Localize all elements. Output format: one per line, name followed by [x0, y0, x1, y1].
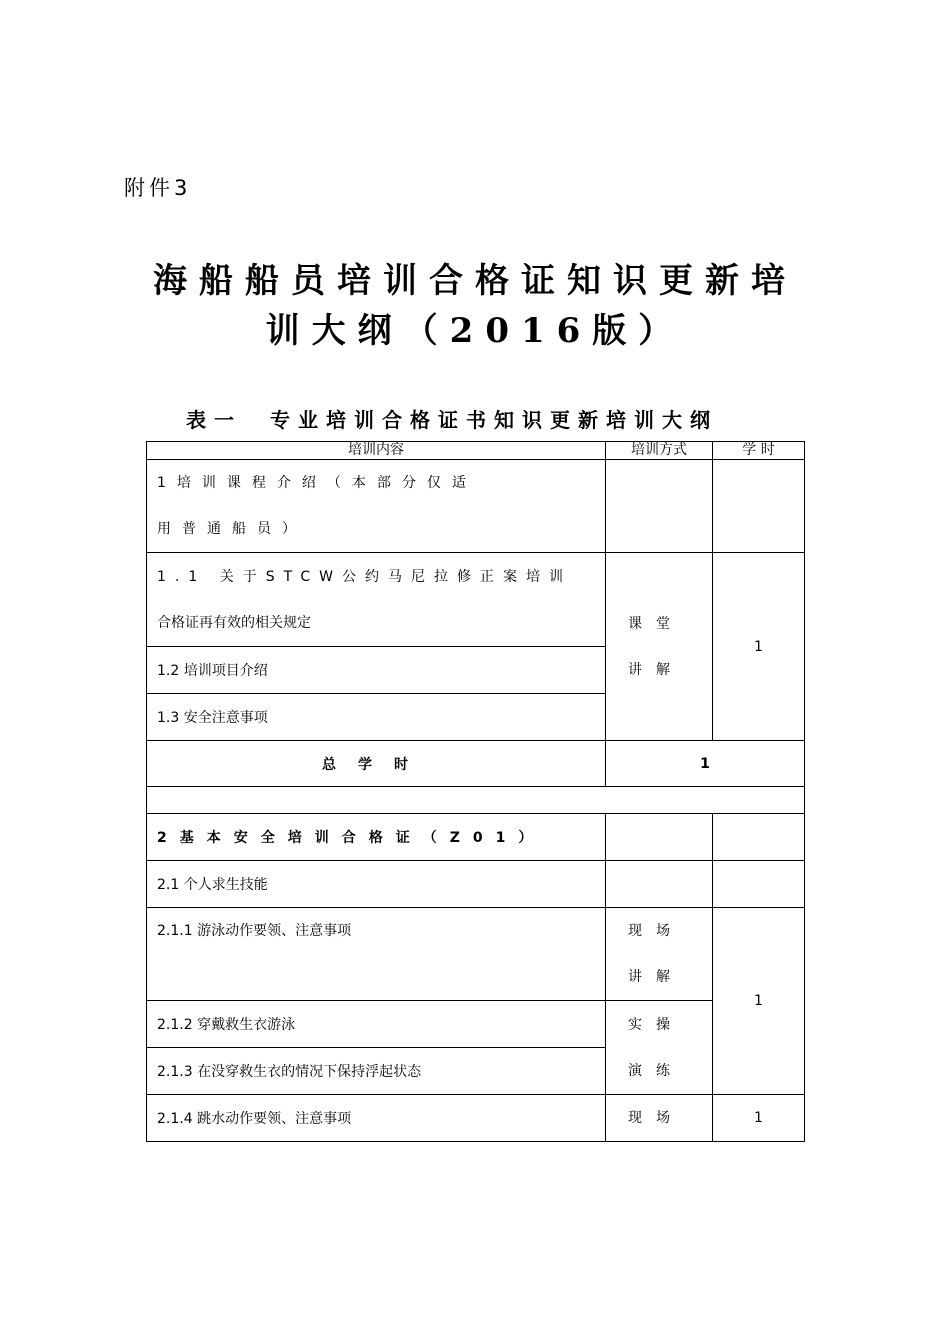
table-header-row [147, 442, 805, 460]
table-row [147, 553, 805, 647]
section2-item2: 2.1.2 穿戴救生衣游泳 [147, 1001, 606, 1048]
title-line-2: 训大纲（2016版） [265, 311, 685, 351]
section2-item4-hours: 1 [713, 1095, 805, 1142]
empty-cell [147, 787, 805, 814]
section2-item4: 2.1.4 跳水动作要领、注意事项 [147, 1095, 606, 1142]
empty-cell [606, 460, 713, 553]
section1-heading-line1: 1培训课程介绍（本部分仅适 [157, 475, 477, 491]
section1-heading-line2: 用普通船员） [157, 521, 307, 537]
section2-item3: 2.1.3 在没穿救生衣的情况下保持浮起状态 [147, 1048, 606, 1095]
spacer-row [147, 787, 805, 814]
section1-method-line2: 讲解 [628, 661, 684, 678]
section2-item23-method-line2: 演练 [628, 1062, 684, 1079]
section1-heading [147, 460, 606, 553]
syllabus-table [146, 441, 805, 1142]
section1-item1 [147, 553, 606, 647]
table-row [147, 861, 805, 908]
table-title-name: 专业培训合格证书知识更新培训大纲 [270, 408, 718, 432]
total-row [147, 741, 805, 787]
section2-heading: 2基本安全培训合格证（Z01） [147, 814, 606, 861]
section2-item1: 2.1.1 游泳动作要领、注意事项 [147, 908, 606, 1001]
section1-method [606, 553, 713, 741]
total-value: 1 [606, 741, 805, 787]
section1-item3: 1.3 安全注意事项 [147, 694, 606, 741]
section1-item2: 1.2 培训项目介绍 [147, 647, 606, 694]
header-content: 培训内容 [147, 442, 606, 460]
table-row [147, 908, 805, 1001]
attachment-label: 附件3 [124, 176, 192, 200]
section2-subheading: 2.1 个人求生技能 [147, 861, 606, 908]
table-row [147, 814, 805, 861]
document-title [110, 256, 840, 356]
empty-cell [606, 861, 713, 908]
section2-item23-method-line1: 实操 [628, 1016, 684, 1033]
section1-method-line1: 课堂 [628, 615, 684, 632]
table-row [147, 1001, 805, 1048]
section2-item1-method-line2: 讲解 [628, 969, 684, 985]
empty-cell [713, 861, 805, 908]
table-title-label: 表一 [186, 408, 242, 432]
table-row [147, 1095, 805, 1142]
section2-item23-method [606, 1001, 713, 1095]
empty-cell [713, 460, 805, 553]
section2-item4-method: 现场 [606, 1095, 713, 1142]
table-title [186, 404, 718, 433]
table-row [147, 460, 805, 553]
section2-item1-method [606, 908, 713, 1001]
header-method: 培训方式 [606, 442, 713, 460]
empty-cell [606, 814, 713, 861]
section2-items-hours: 1 [713, 908, 805, 1095]
total-label: 总学时 [147, 741, 606, 787]
section1-item1-line2: 合格证再有效的相关规定 [157, 614, 311, 631]
empty-cell [713, 814, 805, 861]
title-line-1: 海船船员培训合格证知识更新培 [153, 261, 797, 301]
section1-item1-line1: 1.1 关于STCW公约马尼拉修正案培训 [157, 568, 572, 585]
section1-hours: 1 [713, 553, 805, 741]
section2-item1-method-line1: 现场 [628, 923, 684, 939]
header-hours: 学 时 [713, 442, 805, 460]
